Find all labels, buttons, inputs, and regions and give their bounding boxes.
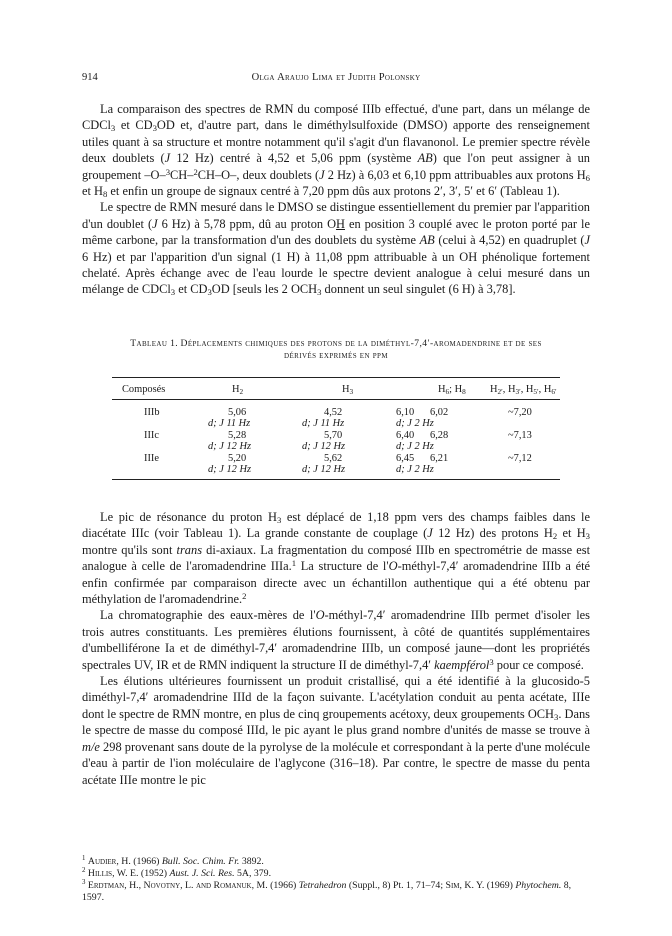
table-cell-h3-coupling: d; J 11 Hz — [302, 418, 345, 429]
table-cell-compound: IIIe — [144, 453, 159, 464]
table-cell-h3: 5,70 — [324, 430, 343, 441]
table-cell-h2-coupling: d; J 11 Hz — [208, 418, 251, 429]
table-cell-hprime: ~7,13 — [508, 430, 532, 441]
table-rule-bottom — [112, 479, 560, 480]
table-cell-compound: IIIc — [144, 430, 159, 441]
table-cell-h68-coupling: d; J 2 Hz — [396, 441, 434, 452]
page-header — [82, 72, 590, 88]
table-cell-h2: 5,06 — [228, 407, 247, 418]
paragraph: La chromatographie des eaux-mères de l'O-méthyl-7,4′ aromadendrine IIIb permet d'isoler les trois autres constituants. Les premières élutions fournissent, à côté de quantités supplémentaires d'umbelliférone Ia et de diméthyl-7,4′ aromadendrine IIIb, un composé jaune—dont les propriétés spectrales UV, IR et de RMN indiquent la structure II de diméthyl-7,4′ kaempférol$^3$ pour ce composé. — [82, 608, 590, 672]
paragraph: Le pic de résonance du proton $H_3$ est déplacé de 1,18 ppm vers des champs faibles dans le diacétate IIIc (voir Tableau 1). La grande constante de couplage (J 12 Hz) des protons $H_2$ et $H_3$ montre qu'ils sont trans di-axiaux. La fragmentation du composé IIIb en spectrométrie de masse est analogue à celle de l'aromadendrine IIIa.$^1$ La structure de l'O-méthyl-7,4′ aromadendrine IIIb a été enfin confirmée par comparaison directe avec un échantillon authentique qui a été obtenu par méthylation de l'aromadendrine.$^2$ — [82, 510, 591, 607]
table-cell-h2: 5,20 — [228, 453, 247, 464]
table-cell-h6: 6,45 — [396, 453, 415, 464]
data-table — [112, 377, 560, 482]
running-head: Olga Araujo Lima et Judith Polonsky — [251, 72, 421, 83]
page-number: 914 — [82, 72, 98, 83]
body-text-bottom — [82, 509, 590, 788]
table-cell-compound: IIIb — [144, 407, 160, 418]
table-cell-h3: 5,62 — [324, 453, 343, 464]
table-cell-hprime: ~7,12 — [508, 453, 532, 464]
table-cell-h2: 5,28 — [228, 430, 247, 441]
table-rule-header — [112, 399, 560, 400]
footnote: $^1$ Audier, H. (1966) Bull. Soc. Chim. Fr. 3892. — [82, 855, 264, 867]
table-caption-text: Déplacements chimiques des protons de la diméthyl-7,4′-aromadendrine et de ses dérivés exprimés en ppm — [180, 338, 542, 361]
col-header-hprime: $H_{2'}$, $H_{3'}$, $H_{5'}$, $H_{6'}$ — [490, 384, 557, 396]
table-cell-h3-coupling: d; J 12 Hz — [302, 464, 345, 475]
table-cell-hprime: ~7,20 — [508, 407, 532, 418]
paragraph: La comparaison des spectres de RMN du composé IIIb effectué, d'une part, dans un mélange de CDCl$_3$ et $CD_3OD$ et, d'autre part, dans le diméthylsulfoxide (DMSO) apporte des renseignement utiles quant à sa structure et montre notamment qu'il s'agit d'un flavanonol. Le premier spectre révèle deux doublets (J 12 Hz) centré à 4,52 et 5,06 ppm (système AB) que l'on peut assigner à un groupement –O–$^3$CH–$^2$CH–O–, deux doublets (J 2 Hz) à 6,03 et 6,10 ppm attribuables aux protons $H_6$ et $H_8$ et enfin un groupe de signaux centré à 7,20 ppm dûs aux protons 2′, 3′, 5′ et 6′ (Tableau 1). — [82, 102, 590, 200]
footnotes — [82, 856, 590, 904]
table-cell-h68-coupling: d; J 2 Hz — [396, 464, 434, 475]
table-label: Tableau 1. — [130, 338, 179, 349]
table-cell-h2-coupling: d; J 12 Hz — [208, 464, 251, 475]
table-cell-h8: 6,02 — [430, 407, 449, 418]
col-header-h2: $H_2$ — [232, 384, 244, 396]
table-cell-h6: 6,40 — [396, 430, 415, 441]
table-rule-top — [112, 377, 560, 378]
col-header-compose: Composés — [122, 384, 166, 395]
table-cell-h68-coupling: d; J 2 Hz — [396, 418, 434, 429]
table-cell-h8: 6,28 — [430, 430, 449, 441]
table-cell-h6: 6,10 — [396, 407, 415, 418]
table-cell-h3-coupling: d; J 12 Hz — [302, 441, 345, 452]
body-text-top — [82, 101, 590, 298]
col-header-h3: $H_3$ — [342, 384, 354, 396]
paragraph: Le spectre de RMN mesuré dans le DMSO se distingue essentiellement du premier par l'apparition d'un doublet (J 6 Hz) à 5,78 ppm, dû au proton OH en position 3 couplé avec le proton porté par le même carbone, par la transformation d'un des doublets du système AB (celui à 4,52) en quadruplet (J 6 Hz) et par l'apparition d'un signal (1 H) à 11,08 ppm attribuable à un OH phénolique fortement chelaté. Après échange avec de l'eau lourde le spectre devient analogue à celui mesuré dans un mélange de CDCl$_3$ et $CD_3OD$ [seuls les 2 $OCH_3$ donnent un seul singulet (6 H) à 3,78]. — [82, 200, 590, 298]
table-cell-h8: 6,21 — [430, 453, 449, 464]
footnote: $^2$ Hillis, W. E. (1952) Aust. J. Sci. Res. 5A, 379. — [82, 867, 272, 879]
paragraph: Les élutions ultérieures fournissent un produit cristallisé, qui a été identifié à la glucosido-5 diméthyl-7,4′ aromadendrine IIId de la façon suivante. L'acétylation conduit au penta acétate, IIIe dont le spectre de RMN montre, en plus de cinq groupements acétoxy, deux groupements $OCH_3$. Dans le spectre de masse du composé IIId, le pic ayant le plus grand nombre d'unités de masse se trouve à m/e 298 provenant sans doute de la pyrolyse de la molécule et correspondant à la perte d'une molécule d'eau à partir de l'ion moléculaire de l'aglycone (316–18). Par contre, le spectre de masse du penta acétate IIIe montre le pic — [82, 674, 590, 787]
table-cell-h3: 4,52 — [324, 407, 343, 418]
col-header-h6-h8: $H_6$; $H_8$ — [438, 384, 466, 396]
table-cell-h2-coupling: d; J 12 Hz — [208, 441, 251, 452]
footnote: $^3$ Erdtman, H., Novotny, L. and Romanuk, M. (1966) Tetrahedron (Suppl., 8) Pt. 1, 71–74; Sim, K. Y. (1969) Phytochem. 8, 1597. — [82, 879, 572, 903]
table-caption — [120, 338, 552, 362]
